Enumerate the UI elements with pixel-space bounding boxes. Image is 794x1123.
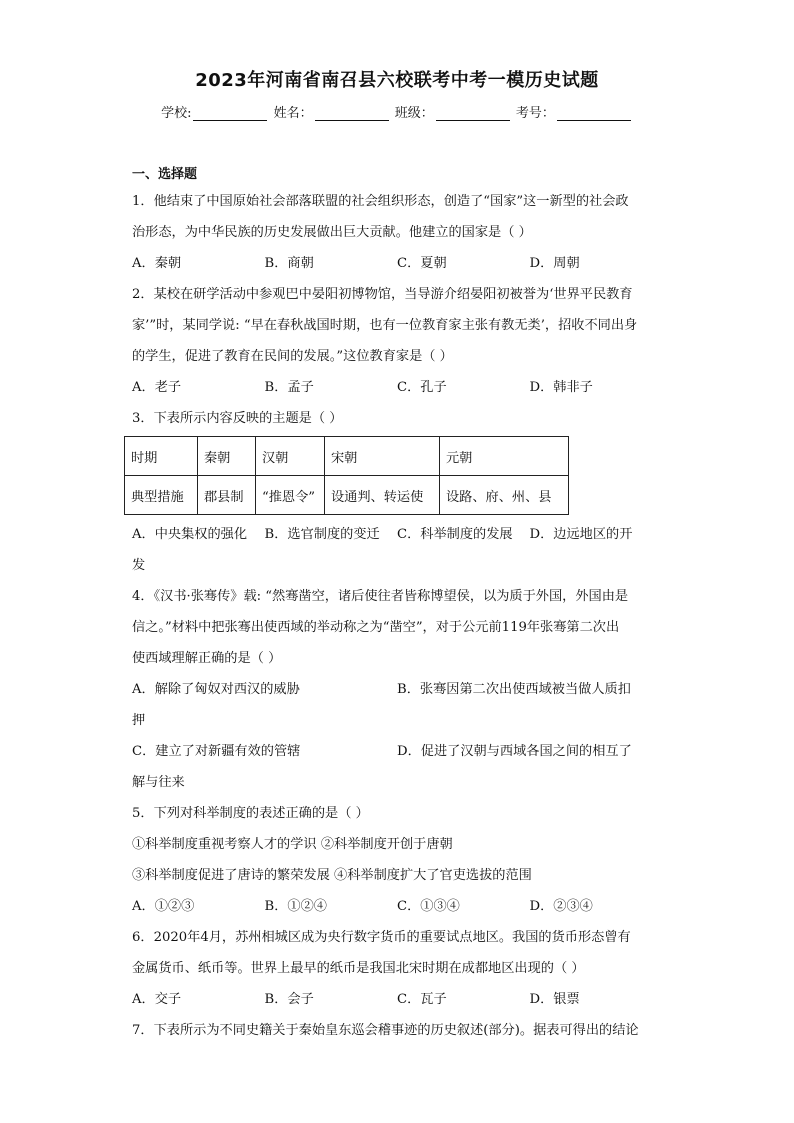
table-cell: 设通判、转运使 [325, 476, 440, 515]
class-blank [436, 106, 510, 121]
table-cell: 秦朝 [198, 437, 256, 476]
q4-options-ab [132, 674, 662, 705]
table-cell: 典型措施 [125, 476, 198, 515]
q2-line: 家’”时，某同学说: “早在春秋战国时期，也有一位教育家主张有教无类’，招收不同出身 [132, 318, 638, 333]
q5-stem: 5．下列对科举制度的表述正确的是（ ） [132, 806, 369, 821]
q3-option-d-wrap: 发 [132, 558, 146, 573]
q5-option-d: D．②③④ [529, 899, 593, 914]
q4-line: 信之。”材料中把张骞出使西域的举动称之为“凿空”，对于公元前119年张骞第二次出 [132, 620, 620, 635]
table-cell: 元朝 [440, 437, 569, 476]
q6-options [132, 984, 662, 1015]
q3-stem: 3．下表所示内容反映的主题是（ ） [132, 411, 343, 426]
table-cell: 宋朝 [325, 437, 440, 476]
q4-options-cd [132, 736, 662, 767]
q4-line: 使西域理解正确的是（ ） [132, 651, 282, 666]
q7-line: 7．下表所示为不同史籍关于秦始皇东巡会稽事迹的历史叙述(部分)。据表可得出的结论 [132, 1023, 639, 1038]
table-cell: 设路、府、州、县 [440, 476, 569, 515]
q3-option-d: D．边远地区的开 [529, 527, 633, 542]
class-label: 班级： [394, 106, 434, 121]
q2-line: 2．某校在研学活动中参观巴中晏阳初博物馆，当导游介绍晏阳初被誉为‘世界平民教育 [132, 287, 633, 302]
q2-options [132, 372, 662, 403]
q6-line: 6．2020年4月，苏州相城区成为央行数字货币的重要试点地区。我国的货币形态曾有 [132, 930, 631, 945]
table-cell: “推恩令” [256, 476, 325, 515]
q3-option-a: A．中央集权的强化 [132, 527, 248, 542]
q6-option-c: C．瓦子 [397, 992, 447, 1007]
q4-option-b: B．张骞因第二次出使西域被当做人质扣 [397, 682, 631, 697]
q3-table [124, 436, 569, 515]
exam-no-blank [557, 106, 631, 121]
table-header-row [125, 437, 569, 476]
q1-option-d: D．周朝 [529, 256, 580, 271]
q4-option-c: C．建立了对新疆有效的管辖 [132, 744, 301, 759]
table-cell: 郡县制 [198, 476, 256, 515]
exam-no-label: 考号： [515, 106, 555, 121]
school-label: 学校: [161, 106, 192, 121]
q5-options [132, 891, 662, 922]
q5-option-b: B．①②④ [264, 899, 327, 914]
name-label: 姓名： [273, 106, 313, 121]
q2-line: 的学生，促进了教育在民间的发展。”这位教育家是（ ） [132, 349, 453, 364]
name-blank [315, 106, 389, 121]
q4-option-d-wrap: 解与往来 [132, 775, 185, 790]
school-blank [193, 106, 267, 121]
q5-option-c: C．①③④ [397, 899, 460, 914]
section-title: 一、选择题 [132, 167, 198, 182]
q5-option-a: A．①②③ [132, 899, 195, 914]
q1-line: 治形态，为中华民族的历史发展做出巨大贡献。他建立的国家是（ ） [132, 225, 532, 240]
q3-options [132, 519, 662, 550]
q6-option-d: D．银票 [529, 992, 580, 1007]
q6-option-b: B．会子 [264, 992, 314, 1007]
q1-option-c: C．夏朝 [397, 256, 447, 271]
q4-line: 4．《汉书·张骞传》载: “然骞凿空，诸后使往者皆称博望侯，以为质于外国，外国由是 [132, 589, 629, 604]
q4-option-d: D．促进了汉朝与西域各国之间的相互了 [397, 744, 632, 759]
q2-option-d: D．韩非子 [529, 380, 593, 395]
q4-option-b-wrap: 押 [132, 713, 146, 728]
table-cell: 时期 [125, 437, 198, 476]
q2-option-a: A．老子 [132, 380, 182, 395]
student-info-row [0, 102, 794, 121]
table-row [125, 476, 569, 515]
q2-option-c: C．孔子 [397, 380, 447, 395]
q3-option-b: B．选官制度的变迁 [264, 527, 380, 542]
q6-option-a: A．交子 [132, 992, 182, 1007]
q1-option-a: A．秦朝 [132, 256, 182, 271]
q4-option-a: A．解除了匈奴对西汉的威胁 [132, 682, 300, 697]
q5-items: ③科举制度促进了唐诗的繁荣发展 ④科举制度扩大了官吏选拔的范围 [132, 868, 532, 883]
q6-line: 金属货币、纸币等。世界上最早的纸币是我国北宋时期在成都地区出现的（ ） [132, 961, 585, 976]
table-cell: 汉朝 [256, 437, 325, 476]
q2-option-b: B．孟子 [264, 380, 314, 395]
q1-options [132, 248, 662, 279]
q3-option-c: C．科举制度的发展 [397, 527, 513, 542]
q1-line: 1．他结束了中国原始社会部落联盟的社会组织形态，创造了“国家”这一新型的社会政 [132, 194, 629, 209]
question-content [132, 164, 662, 1046]
q5-items: ①科举制度重视考察人才的学识 ②科举制度开创于唐朝 [132, 837, 453, 852]
exam-title: 2023年河南省南召县六校联考中考一模历史试题 [195, 70, 599, 91]
q1-option-b: B．商朝 [264, 256, 314, 271]
